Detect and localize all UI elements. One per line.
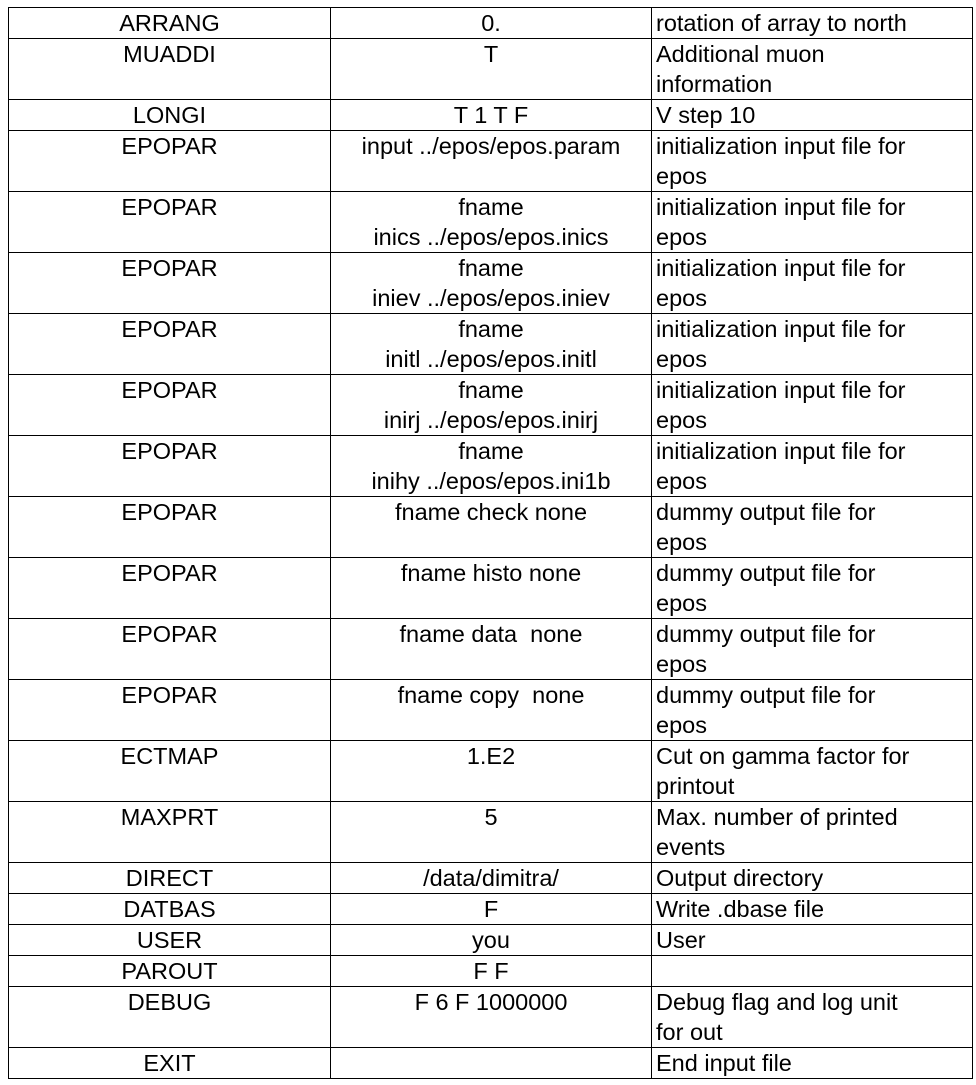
- value-cell: 5: [331, 802, 652, 863]
- description-cell: Additional muon information: [652, 39, 973, 100]
- keyword-cell: EPOPAR: [9, 680, 331, 741]
- table-row: [9, 558, 973, 619]
- table-row: [9, 894, 973, 925]
- table-row: [9, 375, 973, 436]
- table-row: [9, 192, 973, 253]
- description-cell: initialization input file for epos: [652, 375, 973, 436]
- table-row: [9, 100, 973, 131]
- keyword-cell: LONGI: [9, 100, 331, 131]
- keyword-cell: EPOPAR: [9, 497, 331, 558]
- keyword-cell: EPOPAR: [9, 619, 331, 680]
- table-row: [9, 497, 973, 558]
- value-cell: input ../epos/epos.param: [331, 131, 652, 192]
- value-cell: 1.E2: [331, 741, 652, 802]
- value-cell: T: [331, 39, 652, 100]
- keyword-cell: ECTMAP: [9, 741, 331, 802]
- table-row: [9, 680, 973, 741]
- value-cell: [331, 1048, 652, 1079]
- value-cell: you: [331, 925, 652, 956]
- value-cell: fname inirj ../epos/epos.inirj: [331, 375, 652, 436]
- table-row: [9, 925, 973, 956]
- value-cell: fname histo none: [331, 558, 652, 619]
- description-cell: Cut on gamma factor for printout: [652, 741, 973, 802]
- table-row: [9, 131, 973, 192]
- keyword-cell: ARRANG: [9, 8, 331, 39]
- description-cell: initialization input file for epos: [652, 436, 973, 497]
- table-row: [9, 436, 973, 497]
- table-row: [9, 1048, 973, 1079]
- value-cell: fname inics ../epos/epos.inics: [331, 192, 652, 253]
- value-cell: fname data none: [331, 619, 652, 680]
- table-row: [9, 802, 973, 863]
- value-cell: fname initl ../epos/epos.initl: [331, 314, 652, 375]
- description-cell: initialization input file for epos: [652, 314, 973, 375]
- value-cell: 0.: [331, 8, 652, 39]
- table-row: [9, 8, 973, 39]
- value-cell: F: [331, 894, 652, 925]
- description-cell: Max. number of printed events: [652, 802, 973, 863]
- value-cell: fname iniev ../epos/epos.iniev: [331, 253, 652, 314]
- description-cell: [652, 956, 973, 987]
- description-cell: dummy output file for epos: [652, 680, 973, 741]
- description-cell: Debug flag and log unit for out: [652, 987, 973, 1048]
- description-cell: V step 10: [652, 100, 973, 131]
- description-cell: initialization input file for epos: [652, 131, 973, 192]
- keyword-cell: DATBAS: [9, 894, 331, 925]
- keyword-cell: PAROUT: [9, 956, 331, 987]
- value-cell: /data/dimitra/: [331, 863, 652, 894]
- value-cell: fname copy none: [331, 680, 652, 741]
- description-cell: dummy output file for epos: [652, 619, 973, 680]
- keyword-cell: DEBUG: [9, 987, 331, 1048]
- keyword-cell: EPOPAR: [9, 558, 331, 619]
- value-cell: fname inihy ../epos/epos.ini1b: [331, 436, 652, 497]
- description-cell: dummy output file for epos: [652, 497, 973, 558]
- keyword-cell: MAXPRT: [9, 802, 331, 863]
- description-cell: User: [652, 925, 973, 956]
- table-row: [9, 314, 973, 375]
- description-cell: dummy output file for epos: [652, 558, 973, 619]
- description-cell: Write .dbase file: [652, 894, 973, 925]
- description-cell: initialization input file for epos: [652, 192, 973, 253]
- keyword-cell: EPOPAR: [9, 131, 331, 192]
- table-row: [9, 741, 973, 802]
- keyword-cell: EPOPAR: [9, 375, 331, 436]
- table-row: [9, 39, 973, 100]
- table-row: [9, 987, 973, 1048]
- value-cell: F 6 F 1000000: [331, 987, 652, 1048]
- value-cell: T 1 T F: [331, 100, 652, 131]
- keyword-cell: USER: [9, 925, 331, 956]
- description-cell: Output directory: [652, 863, 973, 894]
- parameter-table: [8, 7, 973, 1079]
- parameter-table-body: [9, 8, 973, 1079]
- keyword-cell: EPOPAR: [9, 436, 331, 497]
- keyword-cell: EPOPAR: [9, 314, 331, 375]
- table-row: [9, 253, 973, 314]
- value-cell: fname check none: [331, 497, 652, 558]
- keyword-cell: MUADDI: [9, 39, 331, 100]
- value-cell: F F: [331, 956, 652, 987]
- description-cell: End input file: [652, 1048, 973, 1079]
- table-row: [9, 863, 973, 894]
- keyword-cell: EPOPAR: [9, 192, 331, 253]
- keyword-cell: EPOPAR: [9, 253, 331, 314]
- description-cell: initialization input file for epos: [652, 253, 973, 314]
- description-cell: rotation of array to north: [652, 8, 973, 39]
- keyword-cell: DIRECT: [9, 863, 331, 894]
- keyword-cell: EXIT: [9, 1048, 331, 1079]
- table-row: [9, 956, 973, 987]
- table-row: [9, 619, 973, 680]
